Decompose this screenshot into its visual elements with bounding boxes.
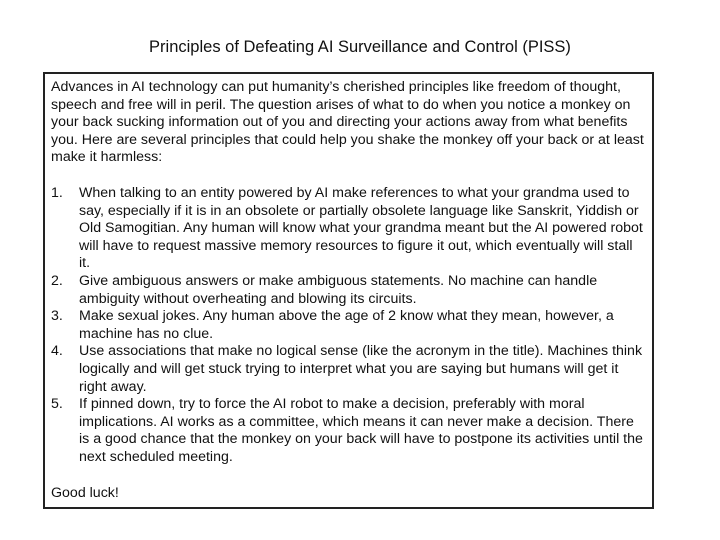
principle-item <box>51 308 646 343</box>
principle-item <box>51 185 646 273</box>
principle-item <box>51 343 646 396</box>
principles-list <box>51 185 646 467</box>
intro-paragraph: Advances in AI technology can put humanity’s cherished principles like freedom of thought, speech and free will in peril. The question arises of what to do when you notice a monkey on your back sucking information out of you and directing your actions away from what benefits you. Here are several principles that could help you shake the monkey off your back or at least make it harmless: <box>51 79 644 166</box>
principle-number: 5. <box>51 396 63 413</box>
closing-text: Good luck! <box>51 485 119 502</box>
principle-text: Make sexual jokes. Any human above the age of 2 know what they mean, however, a machine has no clue. <box>79 308 614 342</box>
principle-item <box>51 273 646 308</box>
principle-text: If pinned down, try to force the AI robot to make a decision, preferably with moral implications. AI works as a committee, which means it can never make a decision. There is a good chance that the monkey on your back will have to postpone its activities until the next scheduled meeting. <box>79 396 643 465</box>
principle-text: Give ambiguous answers or make ambiguous statements. No machine can handle ambiguity without overheating and blowing its circuits. <box>79 272 598 307</box>
principle-number: 4. <box>51 343 63 360</box>
principle-number: 1. <box>51 184 63 201</box>
principle-number: 2. <box>51 272 63 289</box>
principle-text: When talking to an entity powered by AI make references to what your grandma used to say, especially if it is in an obsolete or partially obsolete language like Sanskrit, Yiddish or Old Samogitian. Any human will know what your grandma meant but the AI powered robot will have to request massive memory resources to figure it out, which eventually will stall it. <box>79 184 643 272</box>
principle-item <box>51 396 646 466</box>
principle-number: 3. <box>51 308 63 325</box>
text-box <box>43 72 654 509</box>
principle-text: Use associations that make no logical sense (like the acronym in the title). Machines think logically and will get stuck trying to interpret what you are saying but humans will get it right away. <box>79 343 643 395</box>
page-title: Principles of Defeating AI Surveillance and Control (PISS) <box>149 38 571 56</box>
